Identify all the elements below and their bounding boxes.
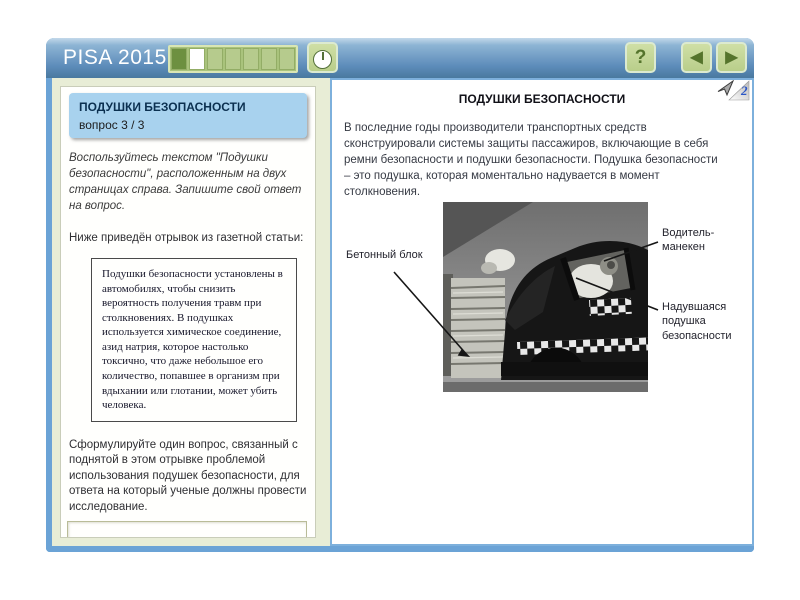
task-text: Сформулируйте один вопрос, связанный с поднятой в этом отрывке проблемой использования подушек безопасности, для ответа на который ученые должны провести исследование. bbox=[69, 438, 307, 513]
page-number: 2 bbox=[741, 83, 748, 98]
unit-title: ПОДУШКИ БЕЗОПАСНОСТИ bbox=[79, 100, 246, 114]
progress-segment-done bbox=[171, 48, 187, 70]
label-driver-dummy: Водитель-манекен bbox=[662, 227, 715, 254]
stimulus-title: ПОДУШКИ БЕЗОПАСНОСТИ bbox=[458, 92, 626, 106]
test-window bbox=[46, 38, 754, 552]
crash-test-photo bbox=[443, 202, 648, 392]
arrow-right-icon: ▶ bbox=[725, 48, 738, 66]
label-concrete-block: Бетонный блок bbox=[346, 249, 423, 261]
header-bar bbox=[46, 38, 754, 78]
progress-segment-todo bbox=[225, 48, 241, 70]
crash-test-figure bbox=[332, 198, 752, 410]
instructions-text: Воспользуйтесь текстом "Подушки безопасности", расположенным на двух страницах справа. Запишите свой ответ на вопрос. bbox=[69, 152, 302, 213]
content-area bbox=[46, 78, 754, 552]
stimulus-body: В последние годы производители транспортных средств сконструировали системы защиты пассажиров, включающие в себя ремни безопасности и подушки безопасности. Подушка безопасности – это подушка, которая моментально надувается в момент столкновения. bbox=[344, 122, 718, 199]
progress-segment-todo bbox=[243, 48, 259, 70]
newspaper-excerpt: Подушки безопасности установлены в автомобилях, чтобы снизить вероятность получения травм при столкновениях. В подушках используется химическое соединение, азид натрия, которое настолько токсично, что даже небольшое его количество, попавшее в организм при вдыхании или глотании, может убить человека. bbox=[91, 258, 297, 421]
question-panel-inner bbox=[60, 86, 316, 538]
progress-segment-todo bbox=[279, 48, 295, 70]
help-button[interactable]: ? bbox=[625, 42, 656, 73]
question-panel bbox=[52, 78, 324, 546]
answer-input[interactable] bbox=[67, 521, 307, 538]
progress-segment-current bbox=[189, 48, 205, 70]
progress-bar bbox=[168, 45, 298, 73]
arrow-left-icon: ◀ bbox=[690, 48, 703, 66]
progress-segment-todo bbox=[207, 48, 223, 70]
question-number: вопрос 3 / 3 bbox=[79, 118, 145, 132]
timer-button[interactable] bbox=[307, 42, 338, 73]
label-inflated-airbag: Надувшаяся подушка безопасности bbox=[662, 301, 732, 342]
progress-segment-todo bbox=[261, 48, 277, 70]
mouse-cursor bbox=[716, 80, 736, 100]
intro-text: Ниже приведён отрывок из газетной статьи: bbox=[69, 232, 304, 245]
app-title: PISA 2015 bbox=[63, 46, 167, 69]
prev-button[interactable] bbox=[681, 42, 712, 73]
clock-icon bbox=[313, 50, 332, 69]
question-header bbox=[69, 93, 307, 138]
next-button[interactable] bbox=[716, 42, 747, 73]
stimulus-panel bbox=[330, 78, 754, 546]
